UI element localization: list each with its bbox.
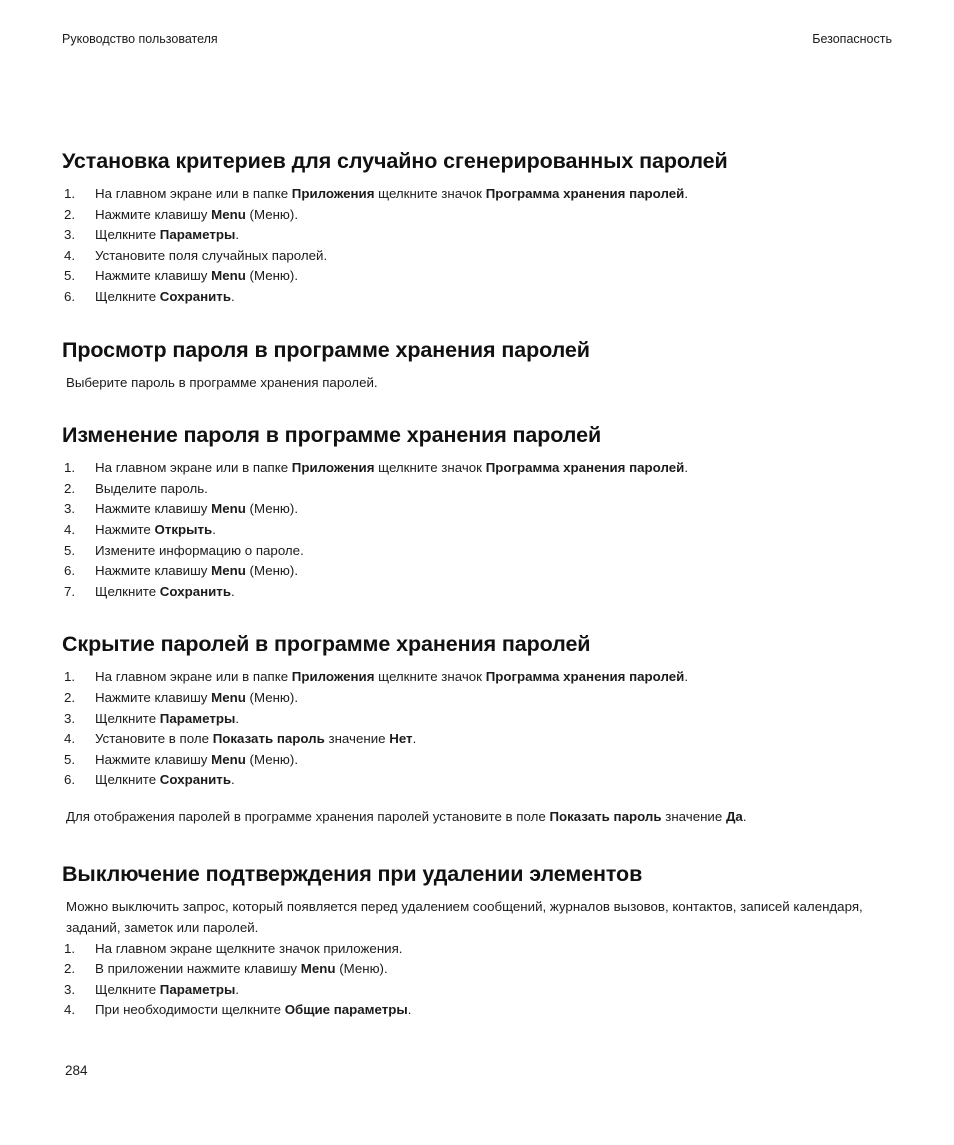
step-number: 1. (64, 669, 76, 685)
step-number: 1. (64, 186, 76, 201)
step-0-1-run-2: (Меню). (245, 206, 299, 222)
step-0-5-run-2: . (231, 288, 235, 304)
step-number: 4. (64, 247, 76, 263)
step-4-1-run-1: Menu (300, 961, 336, 977)
step-item (62, 709, 892, 730)
running-head-left: Руководство пользователя (62, 32, 218, 46)
step-2-5-run-2: (Меню). (245, 563, 299, 579)
step-3-2-run-2: . (235, 710, 240, 726)
step-0-0-run-3: Программа хранения паролей (485, 186, 685, 201)
step-item (62, 225, 892, 246)
section-gap (62, 308, 892, 337)
step-list-3 (62, 667, 892, 791)
step-0-2-run-2: . (235, 227, 240, 243)
step-2-3-run-2: . (212, 521, 216, 537)
section-2 (62, 422, 892, 602)
step-item (62, 750, 892, 771)
section-note-3-run-1: Показать пароль (549, 808, 662, 824)
step-item (62, 520, 892, 541)
step-text (95, 1002, 411, 1017)
step-0-2-run-1: Параметры (159, 227, 236, 243)
step-item (62, 729, 892, 750)
step-4-3-run-2: . (407, 1002, 412, 1018)
step-text (95, 669, 688, 684)
step-text (95, 563, 298, 578)
section-intro-1 (66, 373, 878, 394)
step-0-4-run-1: Menu (211, 268, 246, 284)
step-2-2-run-0: Нажмите клавишу (95, 501, 212, 517)
step-4-2-run-0: Щелкните (95, 981, 160, 997)
step-text (95, 941, 403, 956)
step-2-0-run-3: Программа хранения паролей (485, 460, 685, 476)
step-item (62, 980, 892, 1001)
step-item (62, 688, 892, 709)
step-item (62, 287, 892, 308)
step-item (62, 479, 892, 500)
step-3-4-run-0: Нажмите клавишу (95, 751, 212, 767)
step-3-0-run-0: На главном экране или в папке (95, 669, 292, 685)
running-head-right: Безопасность (812, 32, 892, 46)
step-number: 6. (64, 772, 76, 788)
step-text (95, 501, 298, 516)
step-3-5-run-0: Щелкните (95, 772, 160, 788)
step-number: 1. (64, 940, 76, 956)
step-item (62, 939, 892, 960)
step-number: 4. (64, 731, 76, 747)
step-text (95, 207, 298, 222)
section-gap (62, 602, 892, 631)
step-number: 4. (64, 521, 76, 537)
step-text (95, 481, 208, 496)
step-3-1-run-2: (Меню). (245, 689, 299, 705)
document-body (62, 148, 892, 1021)
section-note-3-run-3: Да (725, 808, 743, 824)
step-3-0-run-3: Программа хранения паролей (485, 669, 685, 685)
step-list-0 (62, 184, 892, 308)
step-text (95, 543, 304, 558)
step-4-2-run-2: . (235, 981, 240, 997)
step-0-1-run-0: Нажмите клавишу (95, 206, 212, 222)
step-0-4-run-2: (Меню). (245, 268, 299, 284)
section-heading-2: Изменение пароля в программе хранения паролей (62, 423, 602, 448)
step-text (95, 752, 298, 767)
step-0-1-run-1: Menu (211, 206, 246, 222)
step-0-2-run-0: Щелкните (95, 227, 160, 243)
step-2-5-run-0: Нажмите клавишу (95, 563, 212, 579)
section-1 (62, 337, 892, 394)
step-2-3-run-1: Открыть (154, 521, 213, 537)
step-3-1-run-1: Menu (211, 689, 246, 705)
step-item (62, 266, 892, 287)
step-4-3-run-0: При необходимости щелкните (95, 1002, 285, 1018)
step-number: 5. (64, 542, 76, 558)
step-3-1-run-0: Нажмите клавишу (95, 689, 212, 705)
step-item (62, 458, 892, 479)
section-heading-3: Скрытие паролей в программе хранения паролей (62, 632, 591, 657)
step-number: 2. (64, 689, 76, 705)
step-number: 5. (64, 268, 76, 284)
section-gap (62, 393, 892, 422)
step-3-3-run-0: Установите в поле (95, 731, 213, 747)
page-number: 284 (65, 1063, 88, 1078)
step-2-0-run-4: . (684, 460, 689, 476)
step-text (95, 982, 239, 997)
step-2-6-run-2: . (231, 583, 235, 599)
step-text (95, 690, 298, 705)
step-3-3-run-1: Показать пароль (212, 731, 325, 747)
step-number: 3. (64, 501, 76, 517)
step-3-5-run-1: Сохранить (159, 772, 231, 788)
step-3-3-run-2: значение (324, 731, 390, 747)
section-note-3-run-2: значение (661, 808, 726, 824)
section-gap (62, 827, 892, 861)
step-2-4-run-0: Измените информацию о пароле. (95, 542, 304, 558)
step-text (95, 248, 327, 263)
step-4-0-run-0: На главном экране щелкните значок приложения. (95, 940, 403, 956)
step-number: 3. (64, 227, 76, 243)
step-0-0-run-4: . (684, 186, 689, 201)
section-heading-4: Выключение подтверждения при удалении элементов (62, 862, 643, 887)
step-item (62, 184, 892, 205)
section-note-3-run-0: Для отображения паролей в программе хранения паролей установите в поле (66, 808, 550, 824)
step-item (62, 499, 892, 520)
step-item (62, 582, 892, 603)
step-number: 6. (64, 288, 76, 304)
step-3-3-run-3: Нет (389, 731, 413, 747)
step-3-0-run-2: щелкните значок (374, 669, 486, 685)
step-0-4-run-0: Нажмите клавишу (95, 268, 212, 284)
step-text (95, 186, 688, 201)
step-text (95, 227, 239, 242)
step-2-0-run-0: На главном экране или в папке (95, 460, 292, 476)
step-3-0-run-4: . (684, 669, 689, 685)
step-0-3-run-0: Установите поля случайных паролей. (95, 247, 328, 263)
step-3-4-run-2: (Меню). (245, 751, 299, 767)
step-2-0-run-1: Приложения (291, 460, 375, 476)
step-text (95, 522, 216, 537)
step-number: 7. (64, 583, 76, 599)
step-text (95, 961, 388, 976)
step-item (62, 561, 892, 582)
step-text (95, 268, 298, 283)
section-intro-4 (66, 897, 878, 938)
step-text (95, 711, 239, 726)
step-item (62, 667, 892, 688)
step-text (95, 584, 235, 599)
step-2-2-run-2: (Меню). (245, 501, 299, 517)
step-item (62, 205, 892, 226)
step-item (62, 246, 892, 267)
section-note-3-run-4: . (742, 808, 747, 824)
step-4-1-run-0: В приложении нажмите клавишу (95, 961, 301, 977)
step-0-5-run-0: Щелкните (95, 288, 160, 304)
section-heading-1: Просмотр пароля в программе хранения паролей (62, 337, 590, 362)
step-text (95, 731, 416, 746)
step-number: 4. (64, 1002, 76, 1018)
step-2-6-run-1: Сохранить (159, 583, 231, 599)
section-heading-0: Установка критериев для случайно сгенерированных паролей (62, 149, 728, 173)
step-text (95, 289, 235, 304)
section-intro-4-run-0: Можно выключить запрос, который появляется перед удалением сообщений, журналов вызовов, контактов, записей календаря, заданий, заметок или паролей. (66, 899, 863, 936)
step-number: 5. (64, 751, 76, 767)
step-item (62, 541, 892, 562)
step-number: 1. (64, 460, 76, 476)
step-text (95, 460, 688, 475)
step-3-2-run-1: Параметры (159, 710, 236, 726)
running-head (62, 31, 892, 47)
step-2-6-run-0: Щелкните (95, 583, 160, 599)
step-list-4 (62, 939, 892, 1021)
step-3-4-run-1: Menu (211, 751, 246, 767)
step-2-2-run-1: Menu (211, 501, 246, 517)
step-0-5-run-1: Сохранить (159, 288, 231, 304)
step-0-0-run-0: На главном экране или в папке (95, 186, 292, 201)
spacer (62, 791, 892, 807)
step-4-3-run-1: Общие параметры (284, 1002, 408, 1018)
step-number: 6. (64, 563, 76, 579)
step-0-0-run-2: щелкните значок (374, 186, 486, 201)
section-4 (62, 861, 892, 1021)
step-number: 3. (64, 981, 76, 997)
step-number: 3. (64, 710, 76, 726)
section-intro-1-run-0: Выберите пароль в программе хранения паролей. (66, 374, 378, 390)
step-3-0-run-1: Приложения (291, 669, 375, 685)
step-item (62, 770, 892, 791)
step-4-2-run-1: Параметры (159, 981, 236, 997)
step-4-1-run-2: (Меню). (335, 961, 388, 977)
step-2-0-run-2: щелкните значок (374, 460, 486, 476)
section-note-3 (66, 807, 878, 828)
step-item (62, 1000, 892, 1021)
step-2-5-run-1: Menu (211, 563, 246, 579)
step-2-3-run-0: Нажмите (95, 521, 155, 537)
step-3-2-run-0: Щелкните (95, 710, 160, 726)
step-0-0-run-1: Приложения (291, 186, 375, 201)
step-3-3-run-4: . (412, 731, 417, 747)
section-3 (62, 631, 892, 827)
step-number: 2. (64, 961, 76, 977)
step-number: 2. (64, 480, 76, 496)
section-0 (62, 148, 892, 308)
step-3-5-run-2: . (231, 772, 235, 788)
step-text (95, 772, 235, 787)
step-2-1-run-0: Выделите пароль. (95, 480, 208, 496)
step-item (62, 959, 892, 980)
step-number: 2. (64, 206, 76, 222)
step-list-2 (62, 458, 892, 602)
